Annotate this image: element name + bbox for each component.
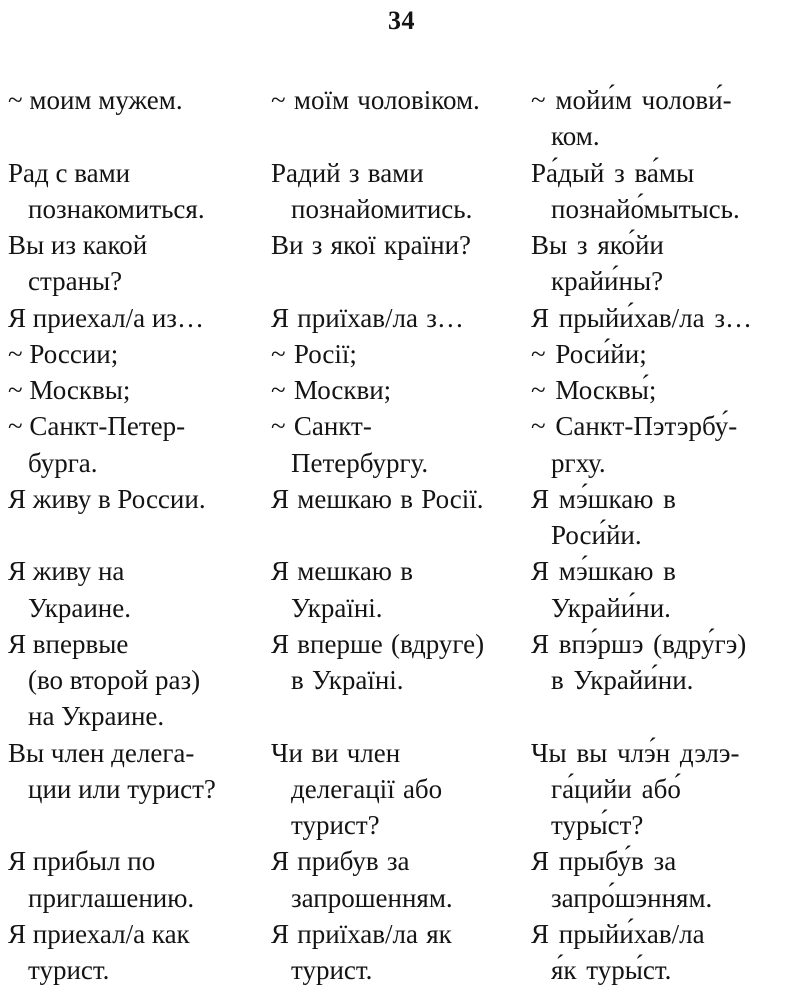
phrase-line: Я вперше (вдруге) [271, 628, 485, 659]
phrase-row [8, 481, 799, 554]
phrase-cell [8, 336, 271, 372]
phrase-line: Вы из какой [8, 230, 148, 260]
phrase-line: Я прыйи́хав/ла [531, 918, 705, 949]
phrase-line: турист? [291, 810, 380, 840]
phrase-line: на Украине. [28, 701, 165, 732]
phrase-cell [8, 843, 271, 916]
phrase-line: в Украйи́ни. [551, 665, 694, 695]
phrase-cell [531, 155, 799, 228]
phrase-cell [8, 227, 271, 300]
phrase-line: приглашению. [28, 882, 195, 913]
phrase-line: Я живу на [8, 556, 125, 587]
phrase-line: (во второй раз) [28, 665, 201, 695]
phrase-line: Я приехал/а из… [8, 302, 204, 333]
phrase-cell [531, 300, 799, 336]
phrase-line: ции или турист? [28, 773, 216, 804]
phrase-line: ~ Москвы́; [531, 375, 657, 405]
phrase-cell [531, 408, 799, 481]
phrase-cell [8, 155, 271, 228]
phrase-line: ком. [551, 121, 600, 152]
phrase-line: ~ Санкт-Пэтэрбу́- [531, 411, 738, 442]
phrase-line: запрошенням. [291, 882, 453, 913]
phrase-line: крайи́ны? [551, 266, 664, 297]
phrase-line: ргху. [551, 447, 606, 478]
phrase-line: Україні. [291, 592, 383, 623]
phrase-cell [8, 916, 271, 989]
phrase-line: Радий з вами [271, 157, 424, 188]
phrase-line: ~ Москви; [271, 375, 392, 405]
phrase-line: Я приехал/а как [8, 918, 190, 949]
phrase-cell [271, 481, 531, 517]
phrase-cell [271, 916, 531, 989]
phrase-line: Я впэ́ршэ (вдру́гэ) [531, 628, 747, 659]
phrase-line: ~ мойи́м чолови́- [531, 85, 732, 115]
phrase-line: Ви з якої країни? [271, 230, 472, 260]
phrase-cell [531, 626, 799, 699]
phrase-line: познайомитись. [291, 193, 473, 224]
phrase-line: Вы з яко́йи [531, 230, 664, 260]
phrase-line: Я приїхав/ла з… [271, 302, 464, 333]
phrase-line: Ра́дый з ва́мы [531, 157, 695, 188]
phrase-cell [8, 372, 271, 408]
phrase-cell [8, 735, 271, 808]
phrase-line: Я прибув за [271, 846, 410, 877]
phrase-line: я́к туры́ст. [551, 955, 672, 985]
phrase-cell [271, 626, 531, 699]
phrase-line: Я мешкаю в [271, 556, 413, 587]
phrase-cell [8, 300, 271, 336]
phrase-cell [271, 82, 531, 118]
phrase-line: ~ Москвы; [8, 375, 131, 405]
phrase-cell [8, 553, 271, 626]
phrase-cell [531, 336, 799, 372]
phrase-line: ~ Санкт-Петер- [8, 411, 186, 442]
phrase-cell [8, 82, 271, 118]
phrase-row [8, 843, 799, 916]
phrase-row [8, 916, 799, 989]
phrase-line: Я прыбу́в за [531, 846, 677, 877]
phrase-cell [531, 916, 799, 989]
phrase-row [8, 82, 799, 155]
phrase-cell [271, 553, 531, 626]
phrase-cell [8, 626, 271, 735]
phrase-table [0, 34, 803, 988]
phrase-line: га́цийи або́ [551, 773, 681, 804]
phrase-line: Украйи́ни. [551, 592, 671, 623]
phrase-line: Я приїхав/ла як [271, 918, 452, 949]
phrase-cell [531, 843, 799, 916]
phrase-line: Вы член делега- [8, 737, 195, 768]
phrase-cell [271, 300, 531, 336]
phrase-cell [271, 336, 531, 372]
phrase-line: Роси́йи. [551, 520, 642, 550]
phrase-row [8, 227, 799, 300]
phrase-line: турист. [291, 955, 373, 985]
phrase-line: бурга. [28, 447, 98, 478]
phrase-cell [271, 227, 531, 263]
phrase-line: Рад с вами [8, 157, 131, 188]
phrase-line: ~ Роси́йи; [531, 338, 647, 369]
phrase-line: Украине. [28, 592, 131, 623]
phrase-cell [271, 372, 531, 408]
phrase-line: Я живу в России. [8, 483, 206, 514]
phrase-row [8, 372, 799, 408]
phrase-line: делегації або [291, 773, 443, 804]
phrase-row [8, 553, 799, 626]
phrase-cell [531, 372, 799, 408]
phrase-line: Чи ви член [271, 737, 401, 768]
phrase-cell [531, 481, 799, 554]
phrase-cell [8, 408, 271, 481]
phrase-line: Петербургу. [291, 447, 429, 478]
phrase-cell [531, 227, 799, 300]
phrase-line: познайо́мытысь. [551, 193, 740, 224]
phrase-line: ~ моим мужем. [8, 85, 183, 115]
phrase-line: Я прыйи́хав/ла з… [531, 302, 752, 333]
phrase-cell [531, 553, 799, 626]
phrase-line: запро́шэнням. [551, 882, 713, 913]
phrase-line: страны? [28, 266, 123, 297]
phrase-line: познакомиться. [28, 193, 205, 224]
phrase-row [8, 408, 799, 481]
phrase-cell [271, 735, 531, 844]
phrase-line: ~ Санкт- [271, 411, 372, 442]
phrase-row [8, 155, 799, 228]
phrase-cell [271, 155, 531, 228]
phrase-line: Я прибыл по [8, 846, 156, 877]
phrase-cell [8, 481, 271, 517]
phrase-row [8, 336, 799, 372]
phrase-cell [271, 408, 531, 481]
phrase-line: турист. [28, 955, 110, 985]
phrase-row [8, 735, 799, 844]
page-number: 34 [388, 6, 415, 35]
phrase-line: Я мешкаю в Росії. [271, 483, 484, 514]
phrase-line: Я мэ́шкаю в [531, 556, 676, 587]
phrase-cell [531, 735, 799, 844]
phrase-line: Я мэ́шкаю в [531, 483, 676, 514]
phrase-line: Чы вы члэ́н дэлэ- [531, 737, 740, 768]
phrase-line: в Україні. [291, 665, 404, 695]
phrase-cell [531, 82, 799, 155]
phrase-row [8, 626, 799, 735]
phrase-line: ~ России; [8, 338, 119, 369]
phrase-line: ~ Росії; [271, 338, 357, 369]
phrase-row [8, 300, 799, 336]
phrase-line: туры́ст? [551, 810, 644, 840]
phrase-line: ~ моїм чоловіком. [271, 85, 480, 115]
phrase-cell [271, 843, 531, 916]
phrase-line: Я впервые [8, 628, 129, 659]
